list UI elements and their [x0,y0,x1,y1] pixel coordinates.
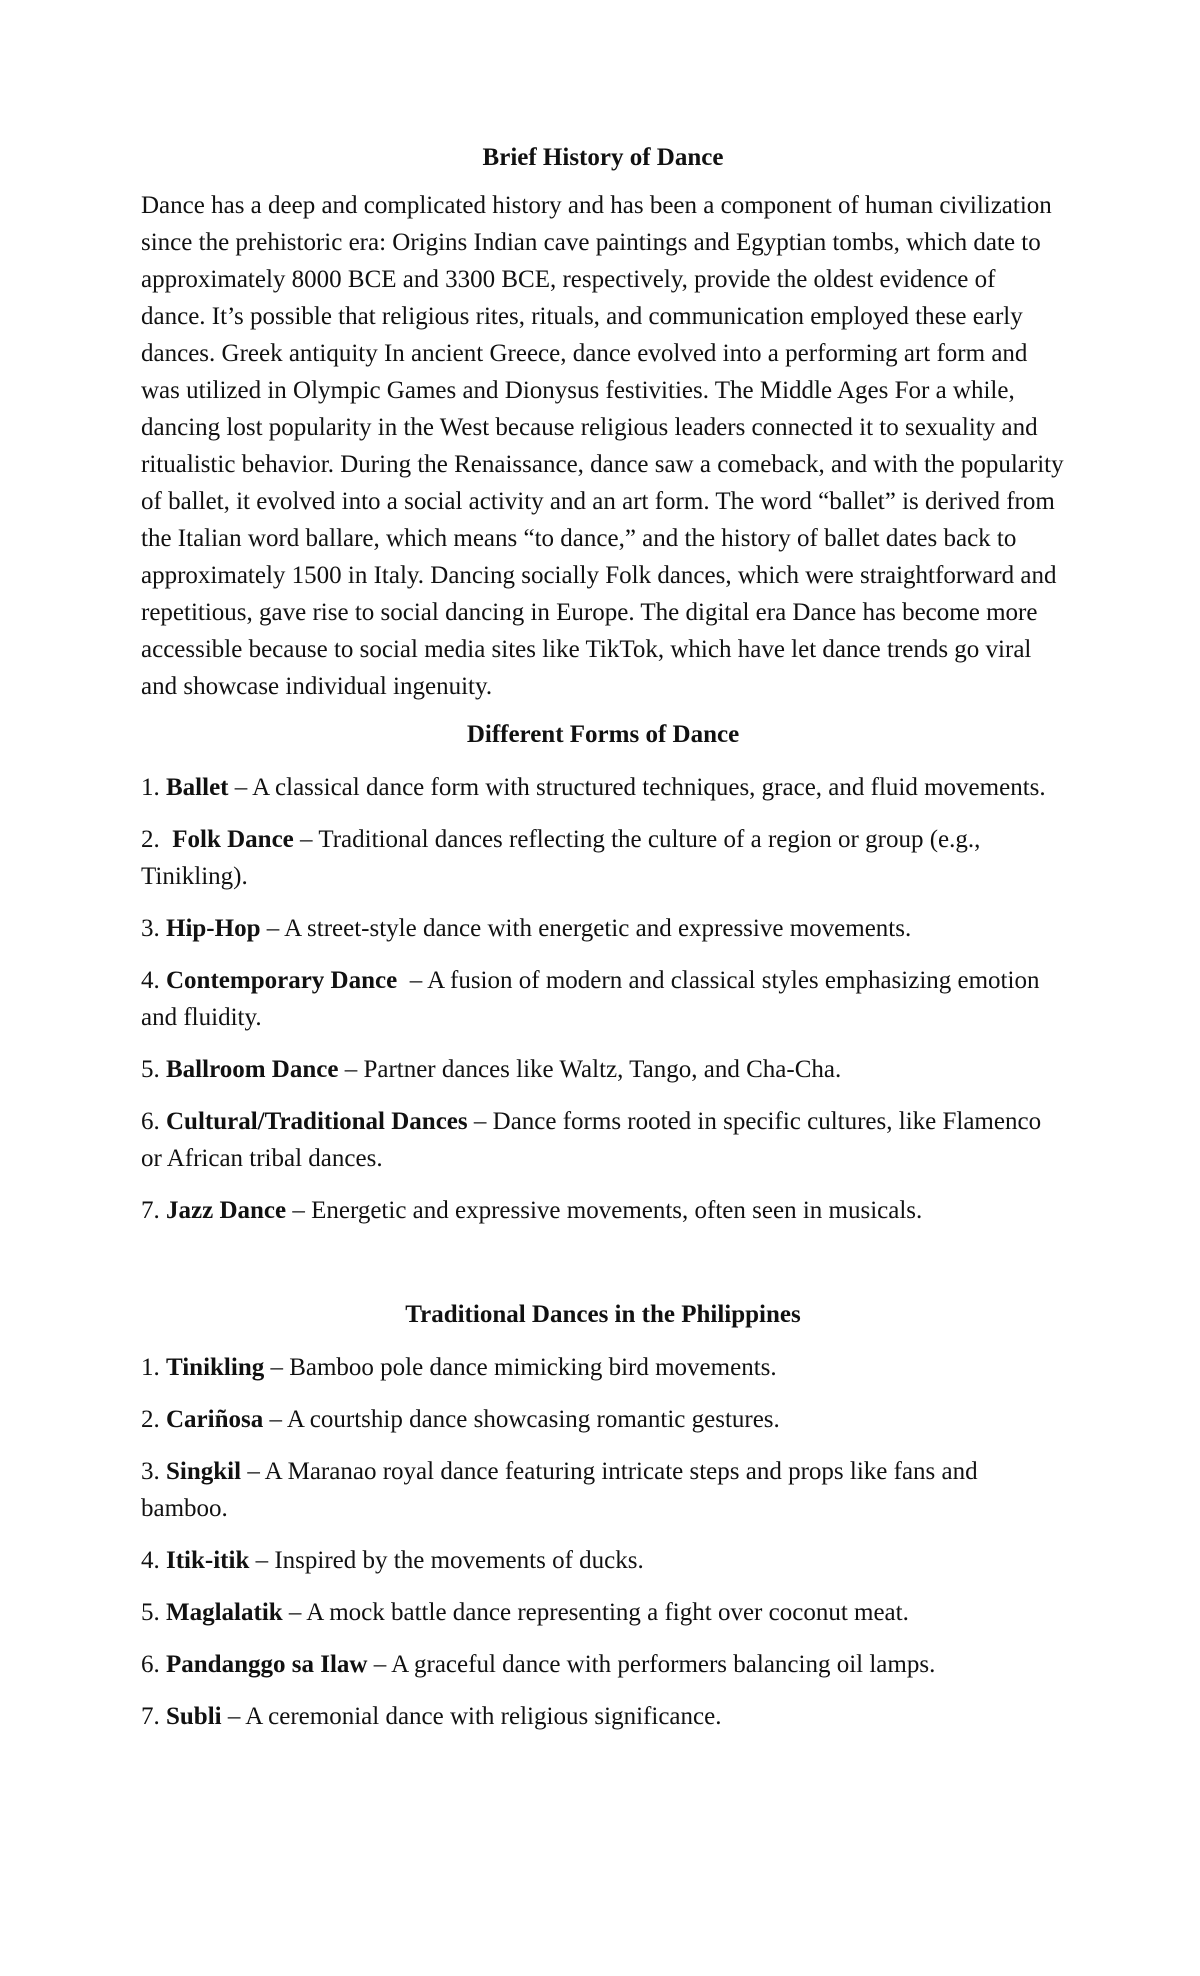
item-term: Pandanggo sa Ilaw [166,1651,368,1678]
item-term: Cultural/Traditional Dances [166,1108,468,1135]
item-number: 2. [141,826,160,853]
item-term: Itik-itik [166,1547,250,1574]
list-item [141,1103,1065,1177]
item-number: 1. [141,774,160,801]
item-description: – Bamboo pole dance mimicking bird movements. [264,1354,777,1381]
item-number: 3. [141,915,160,942]
item-number: 4. [141,967,160,994]
list-item [141,821,1065,895]
item-description: – Traditional dances reflecting the culture of a region or group (e.g., Tinikling). [141,826,981,890]
forms-list [141,769,1065,1229]
list-item [141,1594,1065,1631]
item-term: Tinikling [166,1354,265,1381]
item-description: – A graceful dance with performers balancing oil lamps. [367,1651,936,1678]
item-term: Ballet [166,774,229,801]
item-term: Maglalatik [166,1599,283,1626]
item-description: – Inspired by the movements of ducks. [249,1547,644,1574]
item-description: – A mock battle dance representing a fight over coconut meat. [282,1599,909,1626]
item-term: Jazz Dance [166,1197,287,1224]
item-description: – Dance forms rooted in specific cultures, like Flamenco or African tribal dances. [141,1108,1042,1172]
history-paragraph: Dance has a deep and complicated history and has been a component of human civilization since the prehistoric era: Origins Indian cave paintings and Egyptian tombs, which date to approximately 8000 BCE and 3300 BCE, respectively, provide the oldest evidence of dance. It’s possible that religious rites, rituals, and communication employed these early dances. Greek antiquity In ancient Greece, dance evolved into a performing art form and was utilized in Olympic Games and Dionysus festivities. The Middle Ages For a while, dancing lost popularity in the West because religious leaders connected it to sexuality and ritualistic behavior. During the Renaissance, dance saw a comeback, and with the popularity of ballet, it evolved into a social activity and an art form. The word “ballet” is derived from the Italian word ballare, which means “to dance,” and the history of ballet dates back to approximately 1500 in Italy. Dancing socially Folk dances, which were straightforward and repetitious, gave rise to social dancing in Europe. The digital era Dance has become more accessible because to social media sites like TikTok, which have let dance trends go viral and showcase individual ingenuity. [141,192,1064,700]
item-description: – Energetic and expressive movements, often seen in musicals. [286,1197,923,1224]
list-item [141,1646,1065,1683]
item-description: – A ceremonial dance with religious significance. [221,1703,722,1730]
item-description: – A Maranao royal dance featuring intricate steps and props like fans and bamboo. [141,1458,978,1522]
item-number: 6. [141,1108,160,1135]
item-number: 5. [141,1599,160,1626]
item-term: Contemporary Dance [166,967,398,994]
philippines-heading: Traditional Dances in the Philippines [405,1301,801,1328]
item-term: Subli [166,1703,222,1730]
item-term: Singkil [166,1458,242,1485]
item-term: Cariñosa [166,1406,264,1433]
philippines-list [141,1349,1065,1735]
list-item [141,1542,1065,1579]
list-item [141,910,1065,947]
item-number: 1. [141,1354,160,1381]
forms-heading: Different Forms of Dance [466,721,740,748]
list-item [141,769,1065,806]
list-item [141,1453,1065,1527]
item-number: 6. [141,1651,160,1678]
item-description: – A fusion of modern and classical styles emphasizing emotion and fluidity. [141,967,1040,1031]
list-item [141,1401,1065,1438]
list-item [141,1051,1065,1088]
history-heading: Brief History of Dance [482,144,724,171]
item-description: – Partner dances like Waltz, Tango, and Cha-Cha. [338,1056,842,1083]
document-page [141,140,1065,1750]
item-number: 5. [141,1056,160,1083]
list-item [141,1192,1065,1229]
item-number: 2. [141,1406,160,1433]
item-description: – A street-style dance with energetic and expressive movements. [260,915,912,942]
item-number: 7. [141,1703,160,1730]
list-item [141,1698,1065,1735]
item-number: 7. [141,1197,160,1224]
item-term: Ballroom Dance [166,1056,339,1083]
list-item [141,1349,1065,1386]
item-description: – A courtship dance showcasing romantic gestures. [263,1406,780,1433]
item-number: 3. [141,1458,160,1485]
item-term: Hip-Hop [166,915,261,942]
item-number: 4. [141,1547,160,1574]
list-item [141,962,1065,1036]
item-term: Folk Dance [172,826,294,853]
item-description: – A classical dance form with structured techniques, grace, and fluid movements. [228,774,1046,801]
